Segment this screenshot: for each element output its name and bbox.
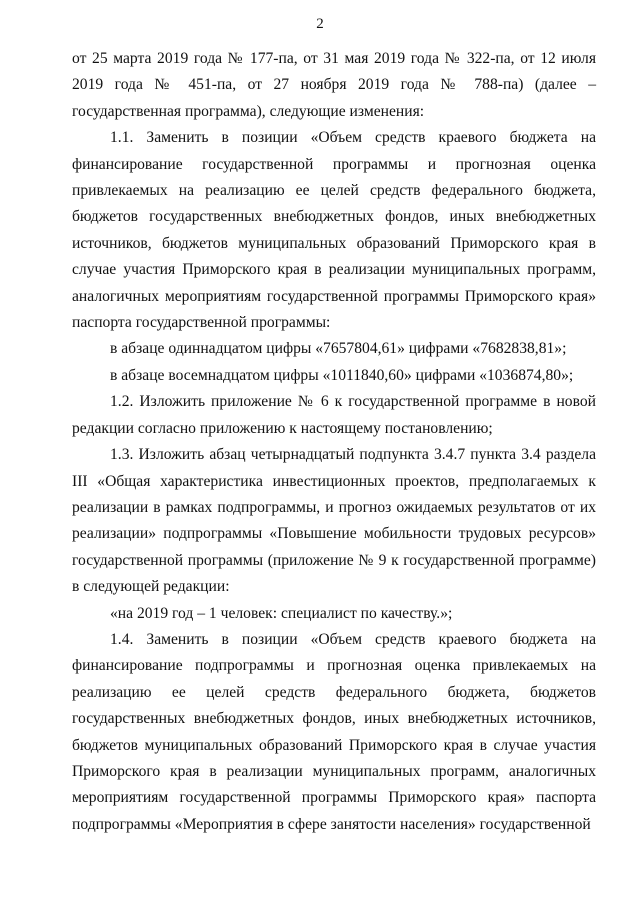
page-number: 2: [316, 16, 324, 32]
paragraph-item-1-4: 1.4. Заменить в позиции «Объем средств краевого бюджета на финансирование подпрограммы и прогнозная оценка привлекаемых на реализацию ее целей средств федерального бюджета, бюджетов государственных внебюджетных фондов, иных внебюджетных источников, бюджетов муниципальных образований Приморского края в случае участия Приморского края в реализации муниципальных программ, аналогичных мероприятиям государственной программы Приморского края» паспорта подпрограммы «Мероприятия в сфере занятости населения» государственной: [72, 630, 596, 833]
paragraph-intro-continuation: от 25 марта 2019 года № 177-па, от 31 мая 2019 года № 322-па, от 12 июля 2019 года № 451-па, от 27 ноября 2019 года № 788-па) (далее – государственная программа), следующие изменения:: [72, 50, 596, 120]
document-body: [72, 46, 596, 838]
paragraph-item-1-3: 1.3. Изложить абзац четырнадцатый подпункта 3.4.7 пункта 3.4 раздела III «Общая характеристика инвестиционных проектов, предполагаемых к реализации в рамках подпрограммы, и прогноз ожидаемых результатов от их реализации» подпрограммы «Повышение мобильности трудовых ресурсов» государственной программы (приложение № 9 к государственной программе) в следующей редакции:: [72, 446, 596, 596]
paragraph-item-1-2: 1.2. Изложить приложение № 6 к государственной программе в новой редакции согласно приложению к настоящему постановлению;: [72, 393, 596, 437]
paragraph-item-1-1-a: в абзаце одиннадцатом цифры «7657804,61» цифрами «7682838,81»;: [110, 340, 567, 358]
paragraph-item-1-1: 1.1. Заменить в позиции «Объем средств краевого бюджета на финансирование государственной программы и прогнозная оценка привлекаемых на реализацию ее целей средств федерального бюджета, бюджетов государственных внебюджетных фондов, иных внебюджетных источников, бюджетов муниципальных образований Приморского края в случае участия Приморского края в реализации муниципальных программ, аналогичных мероприятиям государственной программы Приморского края» паспорта государственной программы:: [72, 129, 596, 332]
paragraph-item-1-3-quote: «на 2019 год – 1 человек: специалист по качеству.»;: [110, 604, 453, 622]
paragraph-item-1-1-b: в абзаце восемнадцатом цифры «1011840,60» цифрами «1036874,80»;: [110, 366, 574, 384]
